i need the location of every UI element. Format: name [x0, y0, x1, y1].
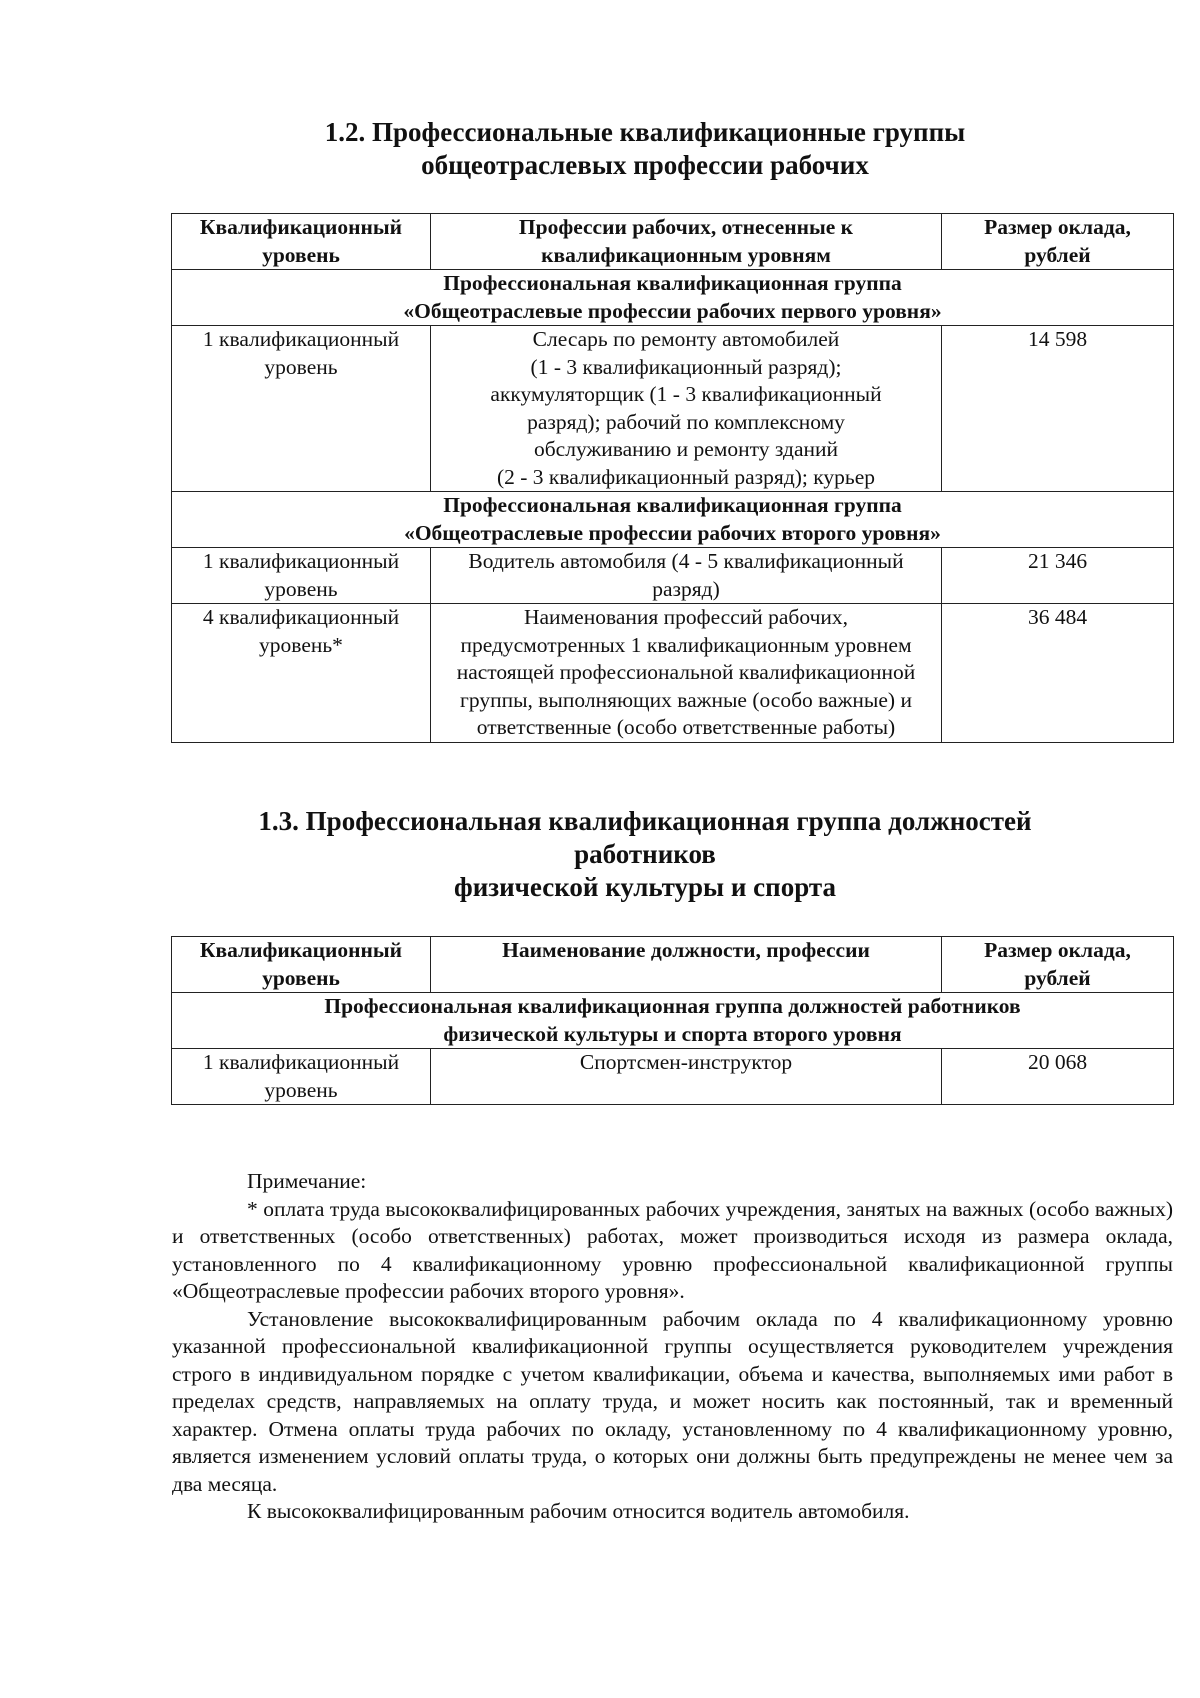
group-row	[172, 492, 1174, 548]
table-row	[172, 1049, 1174, 1105]
group-title: Профессиональная квалификационная группа «Общеотраслевые профессии рабочих второго уровня»	[172, 492, 1174, 548]
table-row	[172, 604, 1174, 743]
salary-cell: 14 598	[942, 326, 1174, 492]
table-row	[172, 326, 1174, 492]
header-salary: Размер оклада, рублей	[942, 937, 1174, 993]
description-cell: Водитель автомобиля (4 - 5 квалификационный разряд)	[431, 548, 942, 604]
table-header-row	[172, 214, 1174, 270]
group-title: Профессиональная квалификационная группа «Общеотраслевые профессии рабочих первого уровня»	[172, 270, 1174, 326]
note-paragraph: Установление высококвалифицированным рабочим оклада по 4 квалификационному уровню указанной профессиональной квалификационной группы осуществляется руководителем учреждения строго в индивидуальном порядке с учетом квалификации, объема и качества, выполняемых ими работ в пределах средств, направляемых на оплату труда, и может носить как постоянный, так и временный характер. Отмена оплаты труда рабочих по окладу, установленному по 4 квалификационному уровню, является изменением условий оплаты труда, о которых они должны быть предупреждены не менее чем за два месяца.	[172, 1306, 1173, 1496]
table-row	[172, 548, 1174, 604]
note-paragraph: * оплата труда высококвалифицированных рабочих учреждения, занятых на важных (особо важных) и ответственных (особо ответственных) работах, может производиться исходя из размера оклада, установленного по 4 квалификационному уровню профессиональной квалификационной группы «Общеотраслевые профессии рабочих второго уровня».	[172, 1196, 1173, 1303]
header-professions: Профессии рабочих, отнесенные к квалификационным уровням	[431, 214, 942, 270]
header-level: Квалификационный уровень	[172, 937, 431, 993]
section-1-2-title: 1.2. Профессиональные квалификационные группы общеотраслевых профессии рабочих	[324, 117, 966, 180]
level-cell: 4 квалификационный уровень*	[172, 604, 431, 743]
level-cell: 1 квалификационный уровень	[172, 1049, 431, 1105]
group-row	[172, 270, 1174, 326]
salary-cell: 21 346	[942, 548, 1174, 604]
note-paragraph: К высококвалифицированным рабочим относится водитель автомобиля.	[247, 1499, 910, 1523]
group-title: Профессиональная квалификационная группа должностей работников физической культуры и спорта второго уровня	[172, 993, 1174, 1049]
sports-salary-table	[171, 936, 1174, 1105]
level-cell: 1 квалификационный уровень	[172, 548, 431, 604]
workers-salary-table	[171, 213, 1174, 743]
header-salary: Размер оклада, рублей	[942, 214, 1174, 270]
notes-section	[172, 1168, 1173, 1526]
description-cell: Слесарь по ремонту автомобилей (1 - 3 квалификационный разряд); аккумуляторщик (1 - 3 квалификационный разряд); рабочий по комплексному обслуживанию и ремонту зданий (2 - 3 квалификационный разряд); курьер	[431, 326, 942, 492]
header-level: Квалификационный уровень	[172, 214, 431, 270]
notes-heading: Примечание:	[247, 1169, 367, 1193]
group-row	[172, 993, 1174, 1049]
description-cell: Спортсмен-инструктор	[431, 1049, 942, 1105]
description-cell: Наименования профессий рабочих, предусмотренных 1 квалификационным уровнем настоящей профессиональной квалификационной группы, выполняющих важные (особо важные) и ответственные (особо ответственные работы)	[431, 604, 942, 743]
salary-cell: 20 068	[942, 1049, 1174, 1105]
table-header-row	[172, 937, 1174, 993]
header-position: Наименование должности, профессии	[431, 937, 942, 993]
section-1-3-title: 1.3. Профессиональная квалификационная группа должностей работников физической культуры и спорта	[258, 806, 1032, 902]
salary-cell: 36 484	[942, 604, 1174, 743]
level-cell: 1 квалификационный уровень	[172, 326, 431, 492]
